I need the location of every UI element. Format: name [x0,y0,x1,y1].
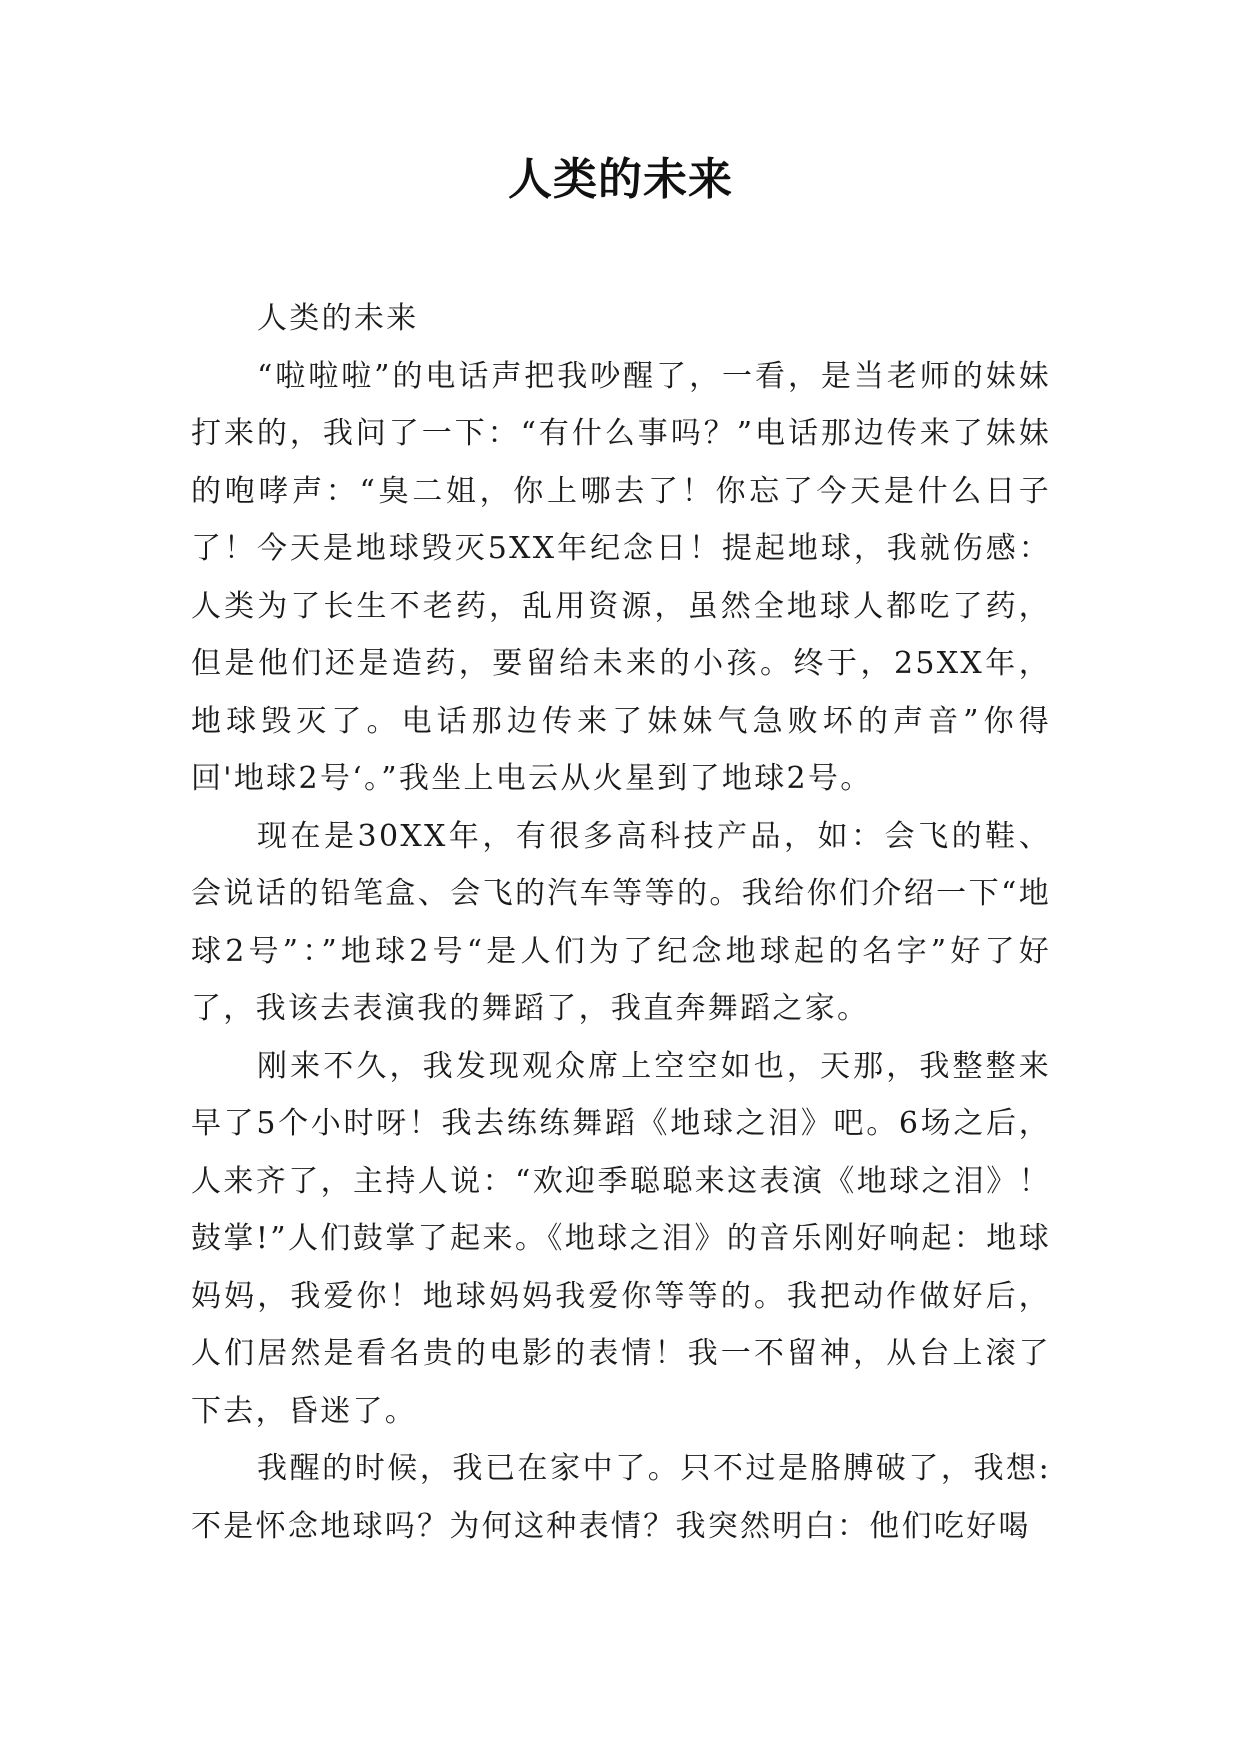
paragraph-subtitle: 人类的未来 [257,301,419,336]
paragraph-3: 刚来不久，我发现观众席上空空如也，天那，我整整来早了5个小时呀！我去练练舞蹈《地球之泪》吧。6场之后，人来齐了，主持人说：“欢迎季聪聪来这表演《地球之泪》！鼓掌!”人们鼓掌了起来。《地球之泪》的音乐刚好响起：地球妈妈，我爱你！地球妈妈我爱你等等的。我把动作做好后，人们居然是看名贵的电影的表情！我一不留神，从台上滚了下去，昏迷了。 [191,1048,1051,1429]
paragraph-2: 现在是30XX年，有很多高科技产品，如：会飞的鞋、会说话的铅笔盒、会飞的汽车等等的。我给你们介绍一下“地球2号”：”地球2号“是人们为了纪念地球起的名字”好了好了，我该去表演我的舞蹈了，我直奔舞蹈之家。 [191,818,1051,1026]
document-title: 人类的未来 [508,154,733,205]
document-body [191,290,1051,1555]
paragraph-1: “啦啦啦”的电话声把我吵醒了，一看，是当老师的妹妹打来的，我问了一下：“有什么事吗？”电话那边传来了妹妹的咆哮声：“臭二姐，你上哪去了！你忘了今天是什么日子了！今天是地球毁灭5XX年纪念日！提起地球，我就伤感：人类为了长生不老药，乱用资源，虽然全地球人都吃了药，但是他们还是造药，要留给未来的小孩。终于，25XX年，地球毁灭了。电话那边传来了妹妹气急败坏的声音”你得回'地球2号‘。”我坐上电云从火星到了地球2号。 [191,358,1051,796]
paragraph-4: 我醒的时候，我已在家中了。只不过是胳膊破了，我想:不是怀念地球吗？为何这种表情？我突然明白：他们吃好喝 [191,1451,1051,1544]
